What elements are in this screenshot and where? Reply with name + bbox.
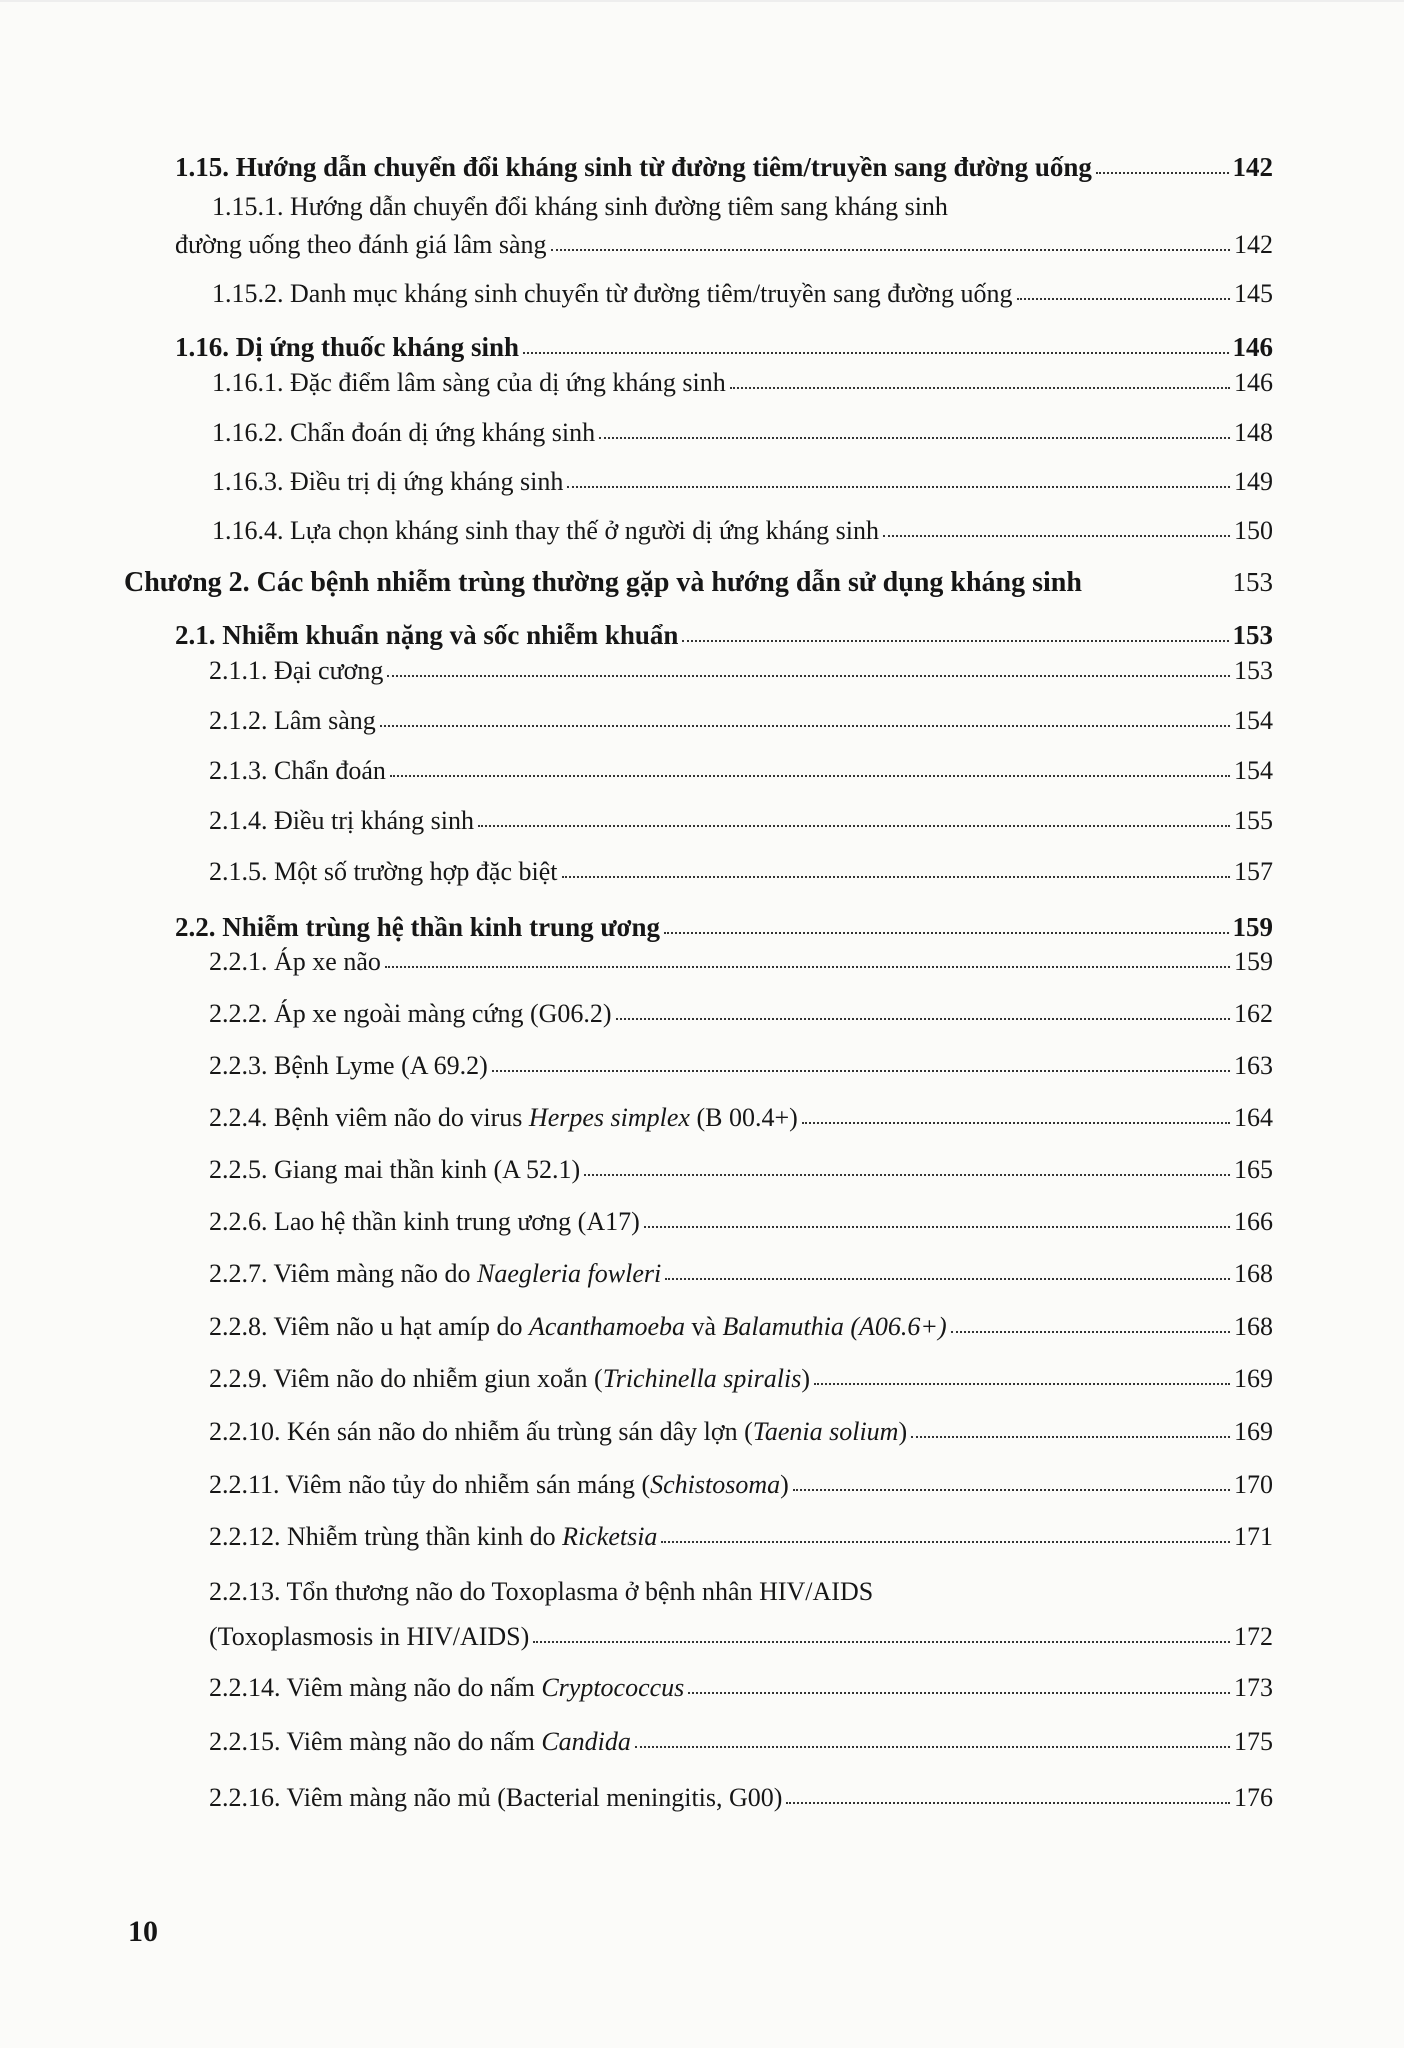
dot-leader [665,1278,1230,1280]
toc-page-number: 159 [1232,912,1273,942]
toc-entry-2-1-1: 2.1.1. Đại cương 153 [209,656,1273,685]
dot-leader [567,486,1230,488]
dot-leader [951,1331,1230,1333]
toc-page-number: 168 [1234,1259,1273,1288]
toc-page-number: 155 [1234,806,1273,835]
toc-entry-2-2-12: 2.2.12. Nhiễm trùng thần kinh do Ricketsia 171 [209,1522,1273,1551]
toc-entry-1-15: 1.15. Hướng dẫn chuyển đổi kháng sinh từ đường tiêm/truyền sang đường uống 142 [175,152,1273,182]
toc-entry-2-2-14: 2.2.14. Viêm màng não do nấm Cryptococcus 173 [209,1673,1273,1702]
toc-page-number: 157 [1234,857,1273,886]
dot-leader [911,1436,1230,1438]
dot-leader [533,1641,1230,1643]
dot-leader [688,1692,1230,1694]
dot-leader [682,640,1228,642]
dot-leader [387,675,1230,677]
toc-entry-2-2-2: 2.2.2. Áp xe ngoài màng cứng (G06.2) 162 [209,999,1273,1028]
toc-page-number: 154 [1234,706,1273,735]
toc-entry-2-2-13-line1: 2.2.13. Tổn thương não do Toxoplasma ở bệnh nhân HIV/AIDS [209,1577,874,1606]
toc-page-number: 149 [1234,467,1273,496]
toc-page-number: 146 [1232,332,1273,362]
dot-leader [644,1226,1230,1228]
toc-entry-2-2-13-line2: (Toxoplasmosis in HIV/AIDS) 172 [209,1622,1273,1651]
toc-entry-1-15-1-line2: đường uống theo đánh giá lâm sàng 142 [175,230,1273,259]
toc-entry-1-15-2: 1.15.2. Danh mục kháng sinh chuyển từ đường tiêm/truyền sang đường uống 145 [212,279,1273,308]
toc-entry-1-16-1: 1.16.1. Đặc điểm lâm sàng của dị ứng kháng sinh 146 [212,368,1273,397]
toc-entry-2-2-11: 2.2.11. Viêm não tủy do nhiễm sán máng (Schistosoma) 170 [209,1470,1273,1499]
dot-leader [730,387,1230,389]
dot-leader [584,1174,1230,1176]
toc-page-number: 145 [1234,279,1273,308]
toc-page-number: 153 [1232,620,1273,650]
toc-page-number: 146 [1234,368,1273,397]
dot-leader [664,932,1229,934]
dot-leader [1017,298,1230,300]
dot-leader [1096,172,1229,174]
dot-leader [814,1383,1230,1385]
toc-page-number: 172 [1234,1622,1273,1651]
toc-entry-1-15-1-line1: 1.15.1. Hướng dẫn chuyển đổi kháng sinh đường tiêm sang kháng sinh [212,192,948,221]
toc-entry-2-2-8: 2.2.8. Viêm não u hạt amíp do Acanthamoeba và Balamuthia (A06.6+) 168 [209,1312,1273,1341]
dot-leader [793,1489,1230,1491]
dot-leader [786,1802,1230,1804]
toc-page-number: 168 [1234,1312,1273,1341]
dot-leader [616,1018,1230,1020]
toc-page-number: 166 [1234,1207,1273,1236]
dot-leader [390,775,1230,777]
toc-section-2-1: 2.1. Nhiễm khuẩn nặng và sốc nhiễm khuẩn 153 [175,620,1273,650]
toc-page-number: 169 [1234,1364,1273,1393]
dot-leader [523,352,1228,354]
toc-entry-2-1-3: 2.1.3. Chẩn đoán 154 [209,756,1273,785]
toc-entry-2-2-15: 2.2.15. Viêm màng não do nấm Candida 175 [209,1727,1273,1756]
dot-leader [380,725,1230,727]
toc-page-number: 170 [1234,1470,1273,1499]
toc-page-number: 169 [1234,1417,1273,1446]
dot-leader [802,1122,1230,1124]
toc-entry-1-16-4: 1.16.4. Lựa chọn kháng sinh thay thế ở người dị ứng kháng sinh 150 [212,516,1273,545]
dot-leader [478,825,1230,827]
toc-entry-2-1-4: 2.1.4. Điều trị kháng sinh 155 [209,806,1273,835]
dot-leader [492,1070,1230,1072]
toc-page-number: 159 [1234,947,1273,976]
scan-edge [0,0,1404,2]
toc-page-number: 173 [1234,1673,1273,1702]
toc-page-number: 163 [1234,1051,1273,1080]
toc-page-number: 175 [1234,1727,1273,1756]
toc-entry-2-2-4: 2.2.4. Bệnh viêm não do virus Herpes simplex (B 00.4+) 164 [209,1103,1273,1132]
toc-page-number: 153 [1234,656,1273,685]
toc-chapter-2: Chương 2. Các bệnh nhiễm trùng thường gặp và hướng dẫn sử dụng kháng sinh 153 [124,567,1273,598]
toc-entry-2-2-10: 2.2.10. Kén sán não do nhiễm ấu trùng sán dây lợn (Taenia solium) 169 [209,1417,1273,1446]
dot-leader [385,966,1230,968]
toc-page-number: 153 [1232,567,1273,597]
toc-page-number: 171 [1234,1522,1273,1551]
toc-entry-1-16-3: 1.16.3. Điều trị dị ứng kháng sinh 149 [212,467,1273,496]
toc-entry-2-1-5: 2.1.5. Một số trường hợp đặc biệt 157 [209,857,1273,886]
toc-entry-2-1-2: 2.1.2. Lâm sàng 154 [209,706,1273,735]
toc-page-number: 176 [1234,1783,1273,1812]
toc-entry-2-2-7: 2.2.7. Viêm màng não do Naegleria fowleri 168 [209,1259,1273,1288]
toc-entry-2-2-5: 2.2.5. Giang mai thần kinh (A 52.1) 165 [209,1155,1273,1184]
toc-entry-2-2-6: 2.2.6. Lao hệ thần kinh trung ương (A17) 166 [209,1207,1273,1236]
toc-page-number: 148 [1234,418,1273,447]
toc-entry-1-16: 1.16. Dị ứng thuốc kháng sinh 146 [175,332,1273,362]
toc-entry-2-2-16: 2.2.16. Viêm màng não mủ (Bacterial meningitis, G00) 176 [209,1783,1273,1812]
toc-page-number: 142 [1234,230,1273,259]
toc-page-number: 154 [1234,756,1273,785]
page-number: 10 [128,1915,158,1948]
toc-page-number: 150 [1234,516,1273,545]
toc-entry-2-2-1: 2.2.1. Áp xe não 159 [209,947,1273,976]
toc-page-number: 165 [1234,1155,1273,1184]
dot-leader [883,535,1230,537]
toc-entry-1-16-2: 1.16.2. Chẩn đoán dị ứng kháng sinh 148 [212,418,1273,447]
dot-leader [562,876,1231,878]
dot-leader [661,1541,1230,1543]
toc-page-number: 164 [1234,1103,1273,1132]
toc-entry-2-2-9: 2.2.9. Viêm não do nhiễm giun xoắn (Trichinella spiralis) 169 [209,1364,1273,1393]
dot-leader [635,1746,1230,1748]
toc-page-number: 142 [1232,152,1273,182]
dot-leader [551,249,1230,251]
toc-page-number: 162 [1234,999,1273,1028]
toc-section-2-2: 2.2. Nhiễm trùng hệ thần kinh trung ương 159 [175,912,1273,942]
dot-leader [599,437,1230,439]
toc-entry-2-2-3: 2.2.3. Bệnh Lyme (A 69.2) 163 [209,1051,1273,1080]
